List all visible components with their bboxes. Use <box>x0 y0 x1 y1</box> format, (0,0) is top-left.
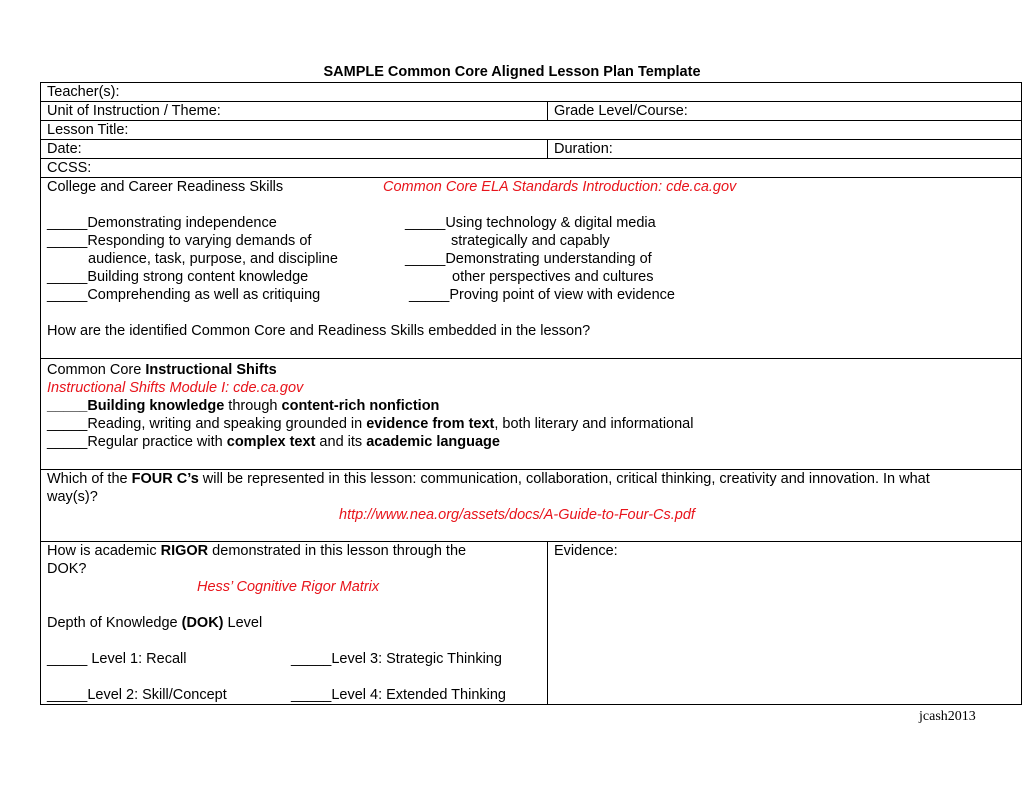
ccr-left-3: audience, task, purpose, and discipline <box>88 251 338 267</box>
ccss-field[interactable]: CCSS: <box>41 159 1022 178</box>
teachers-field[interactable]: Teacher(s): <box>41 83 1022 102</box>
ccr-right-2: strategically and capably <box>451 233 610 249</box>
shifts-link[interactable]: Instructional Shifts Module I: cde.ca.gov <box>47 380 304 396</box>
row-ccss <box>41 159 1022 178</box>
ccr-question: How are the identified Common Core and Readiness Skills embedded in the lesson? <box>47 323 591 339</box>
duration-field[interactable]: Duration: <box>548 140 1022 159</box>
four-cs-link[interactable]: http://www.nea.org/assets/docs/A-Guide-to-Four-Cs.pdf <box>339 507 695 523</box>
ccr-right-5: _____Proving point of view with evidence <box>409 287 675 303</box>
footer-author: jcash2013 <box>919 709 976 724</box>
ccr-section[interactable] <box>41 178 1022 359</box>
row-four-cs <box>41 470 1022 542</box>
four-cs-question: Which of the FOUR C’s will be represented in this lesson: communication, collaboration, critical thinking, creativity and innovation. In what <box>47 471 930 487</box>
row-date <box>41 140 1022 159</box>
row-teachers <box>41 83 1022 102</box>
shift-item-1: _____Building knowledge through content-rich nonfiction <box>47 398 440 414</box>
evidence-label: Evidence: <box>554 543 618 559</box>
dok-level-4: _____Level 4: Extended Thinking <box>291 687 506 703</box>
ccr-left-4: _____Building strong content knowledge <box>47 269 309 285</box>
dok-level-3: _____Level 3: Strategic Thinking <box>291 651 502 667</box>
lesson-title-field[interactable]: Lesson Title: <box>41 121 1022 140</box>
shifts-heading-plain: Common Core <box>47 362 146 378</box>
rigor-question-line2: DOK? <box>47 561 87 577</box>
row-rigor <box>41 542 1022 705</box>
shifts-heading-bold: Instructional Shifts <box>145 362 277 378</box>
rigor-question: How is academic RIGOR demonstrated in this lesson through the <box>47 543 467 559</box>
page-title: SAMPLE Common Core Aligned Lesson Plan Template <box>323 64 701 80</box>
ccr-link[interactable]: Common Core ELA Standards Introduction: cde.ca.gov <box>383 179 737 195</box>
ccr-heading: College and Career Readiness Skills <box>47 179 284 195</box>
row-unit <box>41 102 1022 121</box>
four-cs-question-line2: way(s)? <box>47 489 98 505</box>
shift-item-2: _____Reading, writing and speaking grounded in evidence from text, both literary and informational <box>47 416 694 432</box>
rigor-link[interactable]: Hess’ Cognitive Rigor Matrix <box>197 579 380 595</box>
ccr-right-3: _____Demonstrating understanding of <box>405 251 652 267</box>
ccr-left-2: _____Responding to varying demands of <box>47 233 312 249</box>
lesson-plan-table <box>40 82 1022 705</box>
grade-field[interactable]: Grade Level/Course: <box>548 102 1022 121</box>
row-ccr-skills <box>41 178 1022 359</box>
ccr-right-4: other perspectives and cultures <box>452 269 654 285</box>
four-cs-section[interactable] <box>41 470 1022 542</box>
ccr-left-5: _____Comprehending as well as critiquing <box>47 287 321 303</box>
dok-level-2: _____Level 2: Skill/Concept <box>47 687 227 703</box>
rigor-section[interactable] <box>41 542 548 705</box>
dok-heading: Depth of Knowledge (DOK) Level <box>47 615 263 631</box>
ccr-left-1: _____Demonstrating independence <box>47 215 277 231</box>
row-instructional-shifts <box>41 359 1022 470</box>
date-field[interactable]: Date: <box>41 140 548 159</box>
ccr-right-1: _____Using technology & digital media <box>405 215 656 231</box>
unit-field[interactable]: Unit of Instruction / Theme: <box>41 102 548 121</box>
shifts-section[interactable] <box>41 359 1022 470</box>
dok-level-1: _____ Level 1: Recall <box>47 651 187 667</box>
evidence-field[interactable] <box>548 542 1022 705</box>
shift-item-3: _____Regular practice with complex text and its academic language <box>47 434 500 450</box>
row-lesson-title <box>41 121 1022 140</box>
